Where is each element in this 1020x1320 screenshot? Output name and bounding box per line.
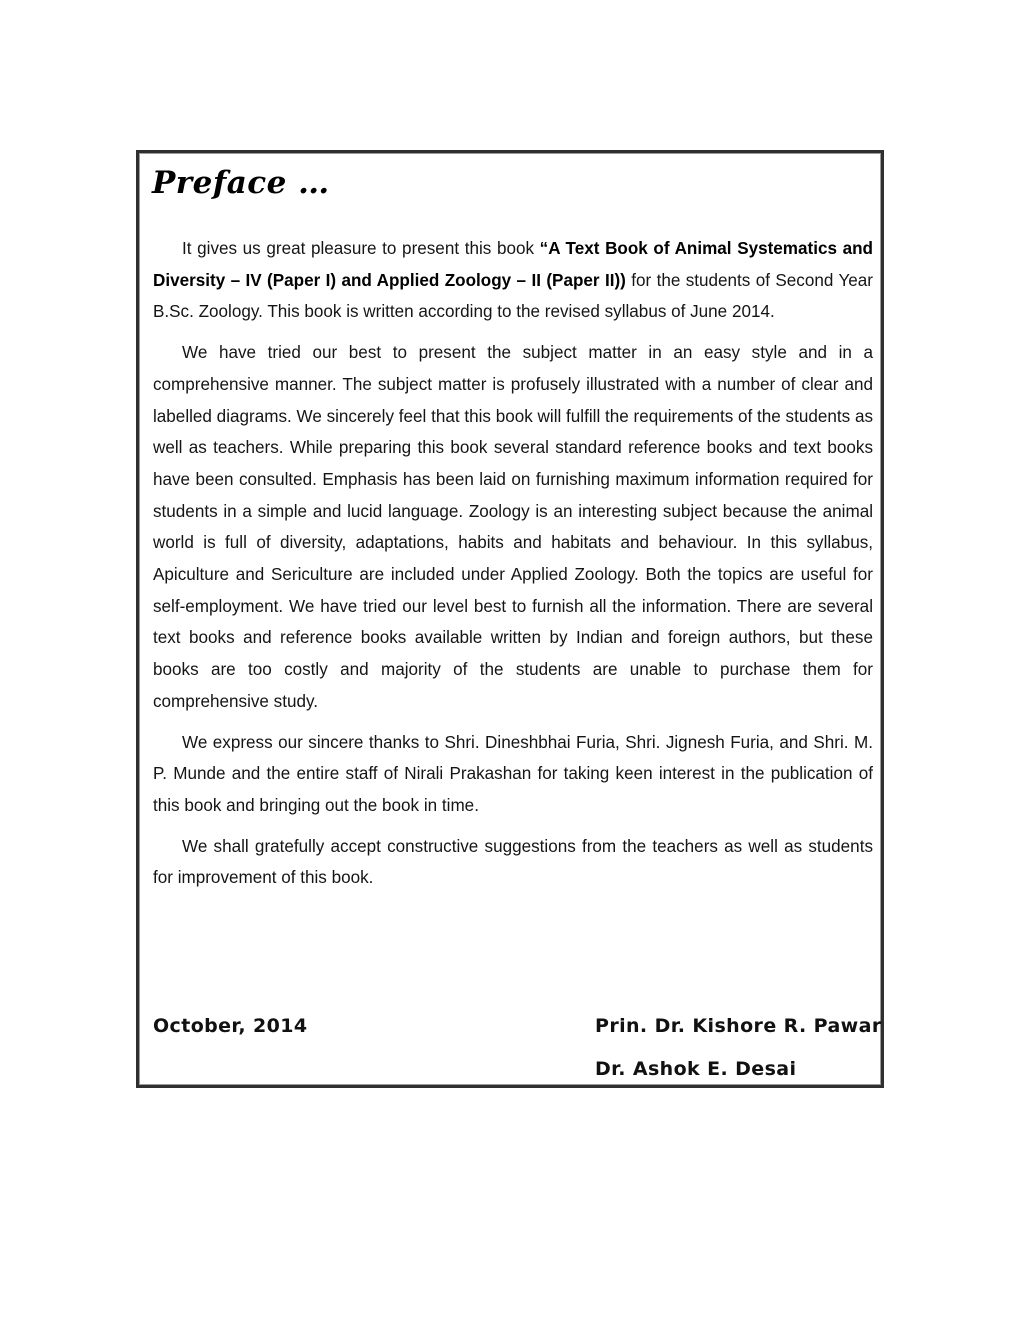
signatories [595,1015,882,1101]
author-name: Dr. Ashok E. Desai [595,1058,797,1080]
paragraph-thanks: We express our sincere thanks to Shri. Dineshbhai Furia, Shri. Jignesh Furia, and Shri. M. P. Munde and the entire staff of Nirali Prakashan for taking keen interest in the publication of this book and bringing out the book in time. [153,732,873,815]
paragraph-suggestions: We shall gratefully accept constructive suggestions from the teachers as well as students for improvement of this book. [153,836,873,888]
preface-date: October, 2014 [153,1015,308,1037]
intro-text-end: for the students of Second Year B.Sc. Zoology. This book is written according to the revised syllabus of June 2014. [153,270,873,322]
paragraph-intro [153,233,873,328]
preface-body [153,233,873,903]
preface-frame [136,150,884,1088]
author-name: Prin. Dr. Kishore R. Pawar [595,1015,882,1037]
page-title: Preface … [152,165,330,201]
intro-text-start: It gives us great pleasure to present this book [182,239,540,258]
book-title: “A Text Book of Animal Systematics and Diversity – IV (Paper I) and Applied Zoology – II (Paper II)) [153,239,873,290]
paragraph-approach: We have tried our best to present the subject matter in an easy style and in a comprehensive manner. The subject matter is profusely illustrated with a number of clear and labelled diagrams. We sincerely feel that this book will fulfill the requirements of the students as well as teachers. While preparing this book several standard reference books and text books have been consulted. Emphasis has been laid on furnishing maximum information required for students in a simple and lucid language. Zoology is an interesting subject because the animal world is full of diversity, adaptations, habits and habitats and behaviour. In this syllabus, Apiculture and Sericulture are included under Applied Zoology. Both the topics are useful for self-employment. We have tried our level best to furnish all the information. There are several text books and reference books available written by Indian and foreign authors, but these books are too costly and majority of the students are unable to purchase them for comprehensive study. [153,343,873,711]
